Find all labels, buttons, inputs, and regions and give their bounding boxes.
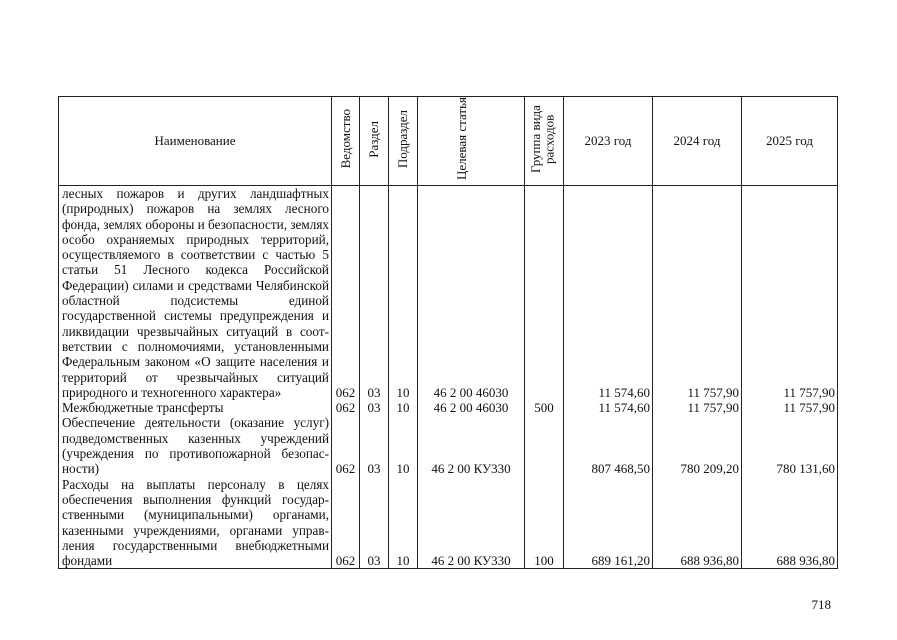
row-2025: 11 757,90 [742,400,838,415]
row-2025: 688 936,80 [742,477,838,569]
row-name: Расходы на выплаты персоналу в целях обеспечения выполнения функций государственными (муниципальными) органами, казенными учреждениями, органами управления государственными внебюджетными фондами [59,477,332,569]
row-gruppa: 500 [525,400,564,415]
row-2024: 688 936,80 [653,477,742,569]
table-row [59,477,838,569]
row-vedomstvo: 062 [332,477,360,569]
row-name: Межбюджетные трансферты [59,400,332,415]
row-2024: 11 757,90 [653,186,742,401]
row-vedomstvo: 062 [332,400,360,415]
row-gruppa [525,186,564,401]
row-podrazdel: 10 [389,186,418,401]
budget-table [58,96,838,569]
header-razdel: Раздел [360,97,389,186]
header-name: Наименование [59,97,332,186]
header-2023: 2023 год [564,97,653,186]
row-name: лесных пожаров и других ландшафтных (природных) пожаров на землях лесного фонда, землях обороны и безопасности, землях особо охраняемых природных территорий, осуществляемого в соответствии с частью 5 статьи 51 Лесного кодекса Российской Федерации) силами и средствами Челябинской областной подсистемы единой государственной системы предупреждения и ликвидации чрезвычайных ситуаций в соответствии с полномочиями, установленными Федеральным законом «О защите населения и территорий от чрезвычайных ситуаций природного и техногенного характера» [59,186,332,401]
row-2023: 689 161,20 [564,477,653,569]
header-2024: 2024 год [653,97,742,186]
row-2025: 11 757,90 [742,186,838,401]
row-2023: 11 574,60 [564,400,653,415]
row-2024: 11 757,90 [653,400,742,415]
header-2025: 2025 год [742,97,838,186]
table-row [59,400,838,415]
row-podrazdel: 10 [389,477,418,569]
row-vedomstvo: 062 [332,186,360,401]
row-razdel: 03 [360,186,389,401]
header-podrazdel: Подраздел [389,97,418,186]
page-number: 718 [811,597,831,612]
row-2025: 780 131,60 [742,415,838,476]
table-row [59,415,838,476]
row-razdel: 03 [360,400,389,415]
row-2024: 780 209,20 [653,415,742,476]
row-vedomstvo: 062 [332,415,360,476]
row-gruppa [525,415,564,476]
header-gruppa: Группа вида расходов [525,97,564,186]
row-razdel: 03 [360,415,389,476]
row-2023: 807 468,50 [564,415,653,476]
row-name: Обеспечение деятельности (оказание услуг) подведомственных казенных учреждений (учреждения по противопожарной безопасности) [59,415,332,476]
header-vedomstvo: Ведомство [332,97,360,186]
row-celevaya: 46 2 00 КУ330 [418,477,525,569]
row-gruppa: 100 [525,477,564,569]
row-celevaya: 46 2 00 46030 [418,400,525,415]
row-podrazdel: 10 [389,400,418,415]
row-podrazdel: 10 [389,415,418,476]
table-row [59,186,838,401]
row-razdel: 03 [360,477,389,569]
header-row [59,97,838,186]
row-celevaya: 46 2 00 КУ330 [418,415,525,476]
row-2023: 11 574,60 [564,186,653,401]
header-celevaya: Целевая статья [418,97,525,186]
row-celevaya: 46 2 00 46030 [418,186,525,401]
